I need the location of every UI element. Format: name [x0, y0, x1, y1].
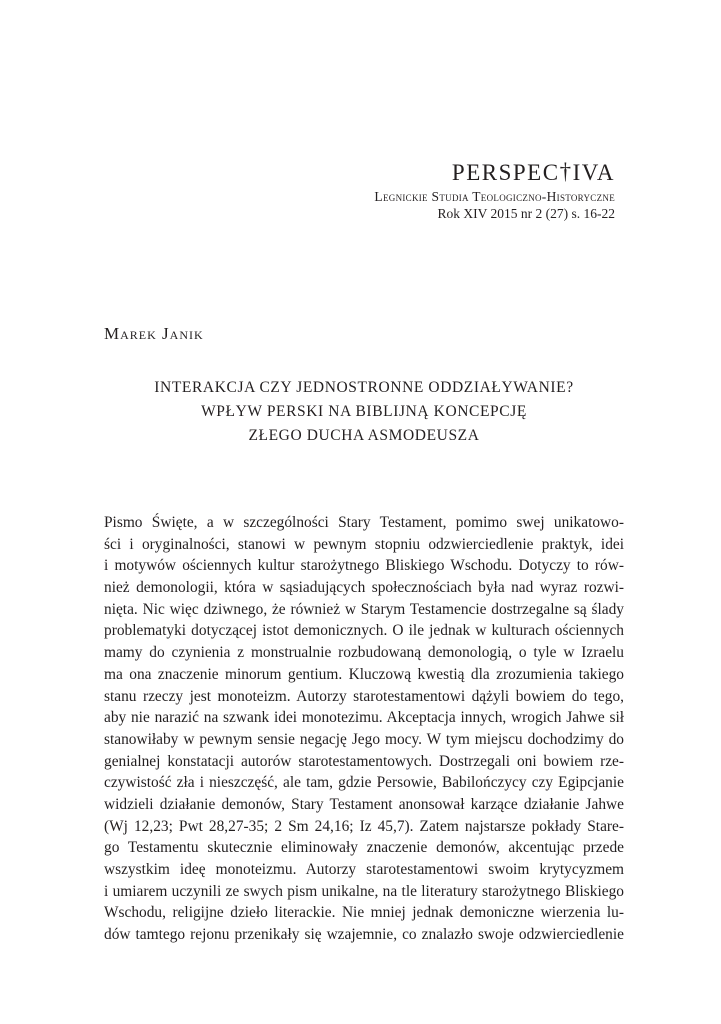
journal-issue: Rok XIV 2015 nr 2 (27) s. 16-22: [437, 206, 615, 221]
title-line: INTERAKCJA CZY JEDNOSTRONNE ODDZIAŁYWANIE?: [154, 379, 574, 396]
journal-subtitle: Legnickie Studia Teologiczno-Historyczne: [374, 189, 615, 204]
body-line: nięta. Nic więc dziwnego, że również w Starym Testamencie dostrzegalne są ślady: [104, 600, 624, 618]
body-line: ści i oryginalności, stanowi w pewnym stopniu odzwierciedlenie praktyk, idei: [104, 535, 624, 553]
journal-name-part1: PERSPEC: [451, 160, 560, 185]
body-line: aby nie narazić na szwank idei monotezimu. Akceptacja innych, wrogich Jahwe sił: [104, 709, 624, 727]
title-line: WPŁYW PERSKI NA BIBLIJNĄ KONCEPCJĘ: [201, 403, 527, 420]
body-line: czywistość zła i nieszczęść, ale tam, gdzie Persowie, Babilończycy czy Egipcjanie: [104, 774, 624, 792]
body-line: nież demonologii, która w sąsiadujących społecznościach była nad wyraz rozwi-: [104, 579, 624, 597]
body-line: widzieli działanie demonów, Stary Testament anonsował karzące działanie Jahwe: [104, 795, 624, 813]
body-line: i motywów ościennych kultur starożytnego Bliskiego Wschodu. Dotyczy to rów-: [104, 557, 624, 575]
body-line: (Wj 12,23; Pwt 28,27-35; 2 Sm 24,16; Iz 45,7). Zatem najstarsze pokłady Stare-: [104, 817, 624, 835]
body-line: stanowiłaby w pewnym sensie negację Jego mocy. W tym miejscu dochodzimy do: [104, 730, 624, 748]
journal-logo: [215, 160, 615, 188]
body-line: Pismo Święte, a w szczególności Stary Testament, pomimo swej unikatowo-: [104, 514, 624, 531]
body-line: wszystkim ideę monoteizmu. Autorzy starotestamentowi swoim krytycyzmem: [104, 861, 624, 878]
body-line: dów tamtego rejonu przenikały się wzajemnie, co znalazło swoje odzwierciedlenie: [104, 926, 624, 944]
body-line: ma ona znaczenie minorum gentium. Kluczową kwestią dla zrozumienia takiego: [104, 665, 624, 683]
title-line: ZŁEGO DUCHA ASMODEUSZA: [248, 427, 480, 444]
journal-name-part2: IVA: [572, 160, 615, 185]
body-line: mamy do czynienia z monstrualnie rozbudowaną demonologią, o tyle w Izraelu: [104, 644, 624, 662]
body-line: i umiarem uczynili ze swych pism unikalne, na tle literatury starożytnego Bliskiego: [104, 882, 624, 900]
body-paragraph: [104, 512, 624, 946]
article-title: [104, 376, 624, 448]
body-line: stanu rzeczy jest monoteizm. Autorzy starotestamentowi dążyli bowiem do tego,: [104, 687, 624, 705]
journal-header: [215, 160, 615, 222]
cross-icon: †: [559, 159, 573, 184]
body-line: Wschodu, religijne dzieło literackie. Nie mniej jednak demoniczne wierzenia lu-: [104, 904, 624, 922]
body-line: genialnej konstatacji autorów starotestamentowych. Dostrzegali oni bowiem rze-: [104, 752, 624, 770]
body-line: go Testamentu skutecznie eliminowały znaczenie demonów, akcentując przede: [104, 839, 624, 857]
body-line: problematyki dotyczącej istot demonicznych. O ile jednak w kulturach ościennych: [104, 622, 624, 640]
author-name: Marek Janik: [104, 324, 204, 343]
